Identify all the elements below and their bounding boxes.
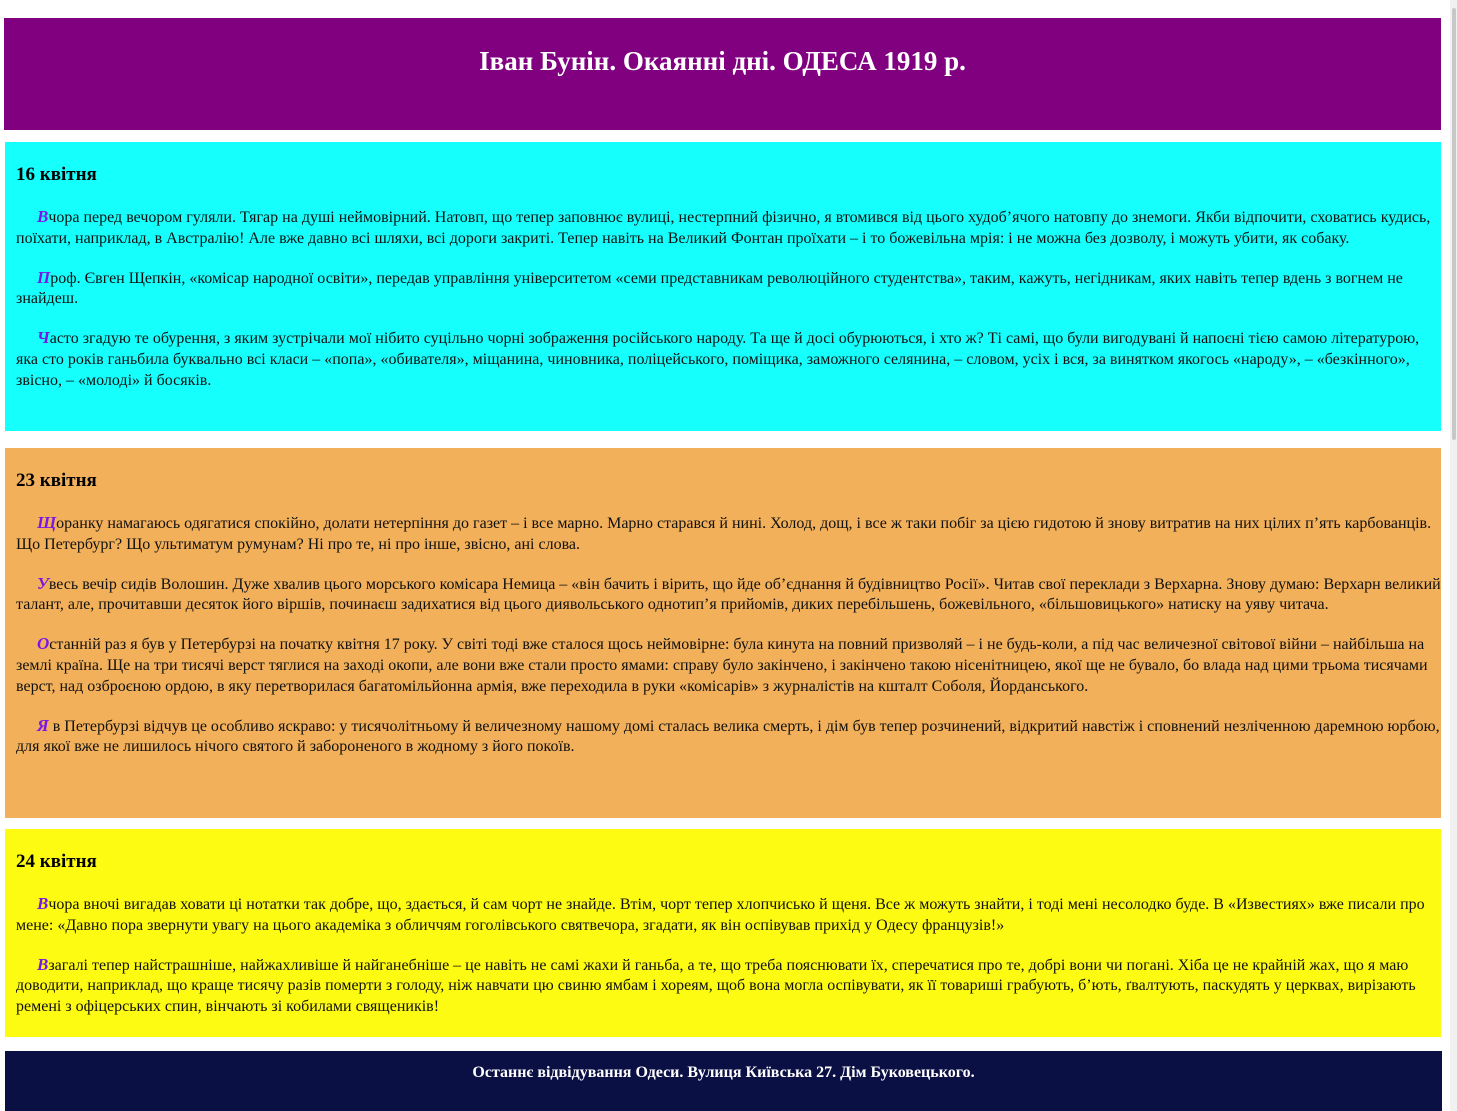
initial-letter: П <box>37 267 51 287</box>
entry-paragraph <box>16 268 1441 311</box>
paragraph-text: роф. Євген Щепкін, «комісар народної освіти», передав управління університетом «семи представникам революційного студентства», таким, кажуть, негідникам, яких навіть тепер вдень з вогнем не знайдеш. <box>16 269 1403 308</box>
entry-paragraph <box>16 574 1441 617</box>
paragraph-text: оранку намагаюсь одягатися спокійно, долати нетерпіння до газет – і все марно. Марно старався й нині. Холод, дощ, і все ж таки побіг за цією гидотою й знову витратив на них цілих п’ять карбованців. Що Петербург? Що ультиматум румунам? Ні про те, ні про інше, звісно, ані слова. <box>16 515 1432 553</box>
page-header <box>4 18 1441 130</box>
initial-letter: В <box>37 954 49 974</box>
initial-letter: О <box>37 634 50 654</box>
page-title: Іван Бунін. Окаянні дні. ОДЕСА 1919 р. <box>479 46 966 76</box>
footer-text: Останнє відвідування Одеси. Вулиця Київська 27. Дім Буковецького. <box>472 1064 975 1081</box>
paragraph-text: чора вночі вигадав ховати ці нотатки так добре, що, здається, й сам чорт не знайде. Втім, чорт тепер хлопчисько й щеня. Все ж можуть знайти, і тоді мені несолодко буде. В «Известиях» вже писали про мене: «Давно пора звернути увагу на цього академіка з обличчям гоголівського святвечора, згадати, як він оспівував прихід у Одесу французів!» <box>16 896 1425 934</box>
paragraph-text: чора перед вечором гуляли. Тягар на душі неймовірний. Натовп, що тепер заповнює вулиці, нестерпний фізично, я втомився від цього худоб’ячого натовпу до знемоги. Якби відпочити, сховатись кудись, поїхати, наприклад, в Австралію! Але вже давно всі шляхи, всі дороги закриті. Тепер навіть на Великий Фонтан проїхати – і то божевільна мрія: і не можна без дозволу, і можуть убити, як собаку. <box>16 209 1431 247</box>
initial-letter: В <box>37 207 49 226</box>
initial-letter: Я <box>37 715 49 735</box>
entry-date: 16 квітня <box>16 164 97 185</box>
scrollbar-thumb[interactable] <box>1452 8 1456 440</box>
initial-letter: Щ <box>37 513 57 532</box>
initial-letter: В <box>37 894 49 913</box>
diary-entry-april-24 <box>5 829 1441 1037</box>
entry-paragraph <box>16 716 1441 759</box>
entry-paragraph <box>16 955 1441 1018</box>
entry-date: 24 квітня <box>16 851 97 872</box>
paragraph-text: в Петербурзі відчув це особливо яскраво: у тисячолітньому й величезному нашому домі сталась велика смерть, і дім був тепер розчинений, відкритий навстіж і сповнений незліченною даремною юрбою, для якої вже не лишилось нічого святого й забороненого в жодному з його покоїв. <box>16 717 1440 756</box>
entry-paragraph <box>16 513 1441 556</box>
paragraph-text: загалі тепер найстрашніше, найжахливіше й найганебніше – це навіть не самі жахи й ганьба, а те, що треба пояснювати їх, сперечатися про те, добрі вони чи погані. Хіба це не крайній жах, що я маю доводити, наприклад, що краще тисячу разів померти з голоду, ніж навчати цю свиню ямбам і хореям, щоб вона могла оспівувати, як її товариші грабують, б’ють, ґвалтують, паскудять у церквах, вирізають ремені з офіцерських спин, вінчають зі кобилами священиків! <box>16 956 1416 1016</box>
page-footer <box>5 1051 1442 1111</box>
entry-date: 23 квітня <box>16 470 97 491</box>
initial-letter: Ч <box>37 328 50 348</box>
diary-entry-april-16 <box>5 142 1441 431</box>
diary-entry-april-23 <box>5 448 1441 818</box>
paragraph-text: весь вечір сидів Волошин. Дуже хвалив цього морського комісара Немица – «він бачить і вірить, що йде об’єднання й будівництво Росії». Читав свої переклади з Верхарна. Знову думаю: Верхарн великий талант, але, прочитавши десяток його віршів, починаєш задихатися від цього диявольського однотип’я прийомів, диких перебільшень, божевільного, «більшовицького» натиску на уяву читача. <box>16 575 1441 614</box>
entry-paragraph <box>16 634 1441 697</box>
initial-letter: У <box>37 573 49 593</box>
entry-paragraph <box>16 328 1441 391</box>
entry-paragraph <box>16 207 1441 250</box>
paragraph-text: станній раз я був у Петербурзі на початку квітня 17 року. У світі тоді вже сталося щось неймовірне: була кинута на повний призволяй – і не будь-коли, а під час величезної світової війни – найбільша на землі країна. Ще на три тисячі верст тяглися на заході окопи, але вони вже стали просто ямами: справу було закінчено, і закінчено такою нісенітницею, якої ще не бувало, бо влада над цими трьома тисячами верст, над озброєною ордою, в яку перетворилася багатомільйонна армія, вже переходила в руки «комісарів» з журналістів на кшталт Соболя, Йорданського. <box>16 636 1428 695</box>
paragraph-text: асто згадую те обурення, з яким зустрічали мої нібито суцільно чорні зображення російського народу. Та ще й досі обурюються, і хто ж? Ті самі, що були вигодувані й напоєні тією самою літературою, яка сто років ганьбила буквально всі класи – «попа», «обивателя», міщанина, чиновника, поліцейського, поміщика, заможного селянина, – словом, усіх і вся, за винятком якогось «народу», – «безкінного», звісно, – «молоді» й босяків. <box>16 330 1420 389</box>
entry-paragraph <box>16 894 1441 937</box>
